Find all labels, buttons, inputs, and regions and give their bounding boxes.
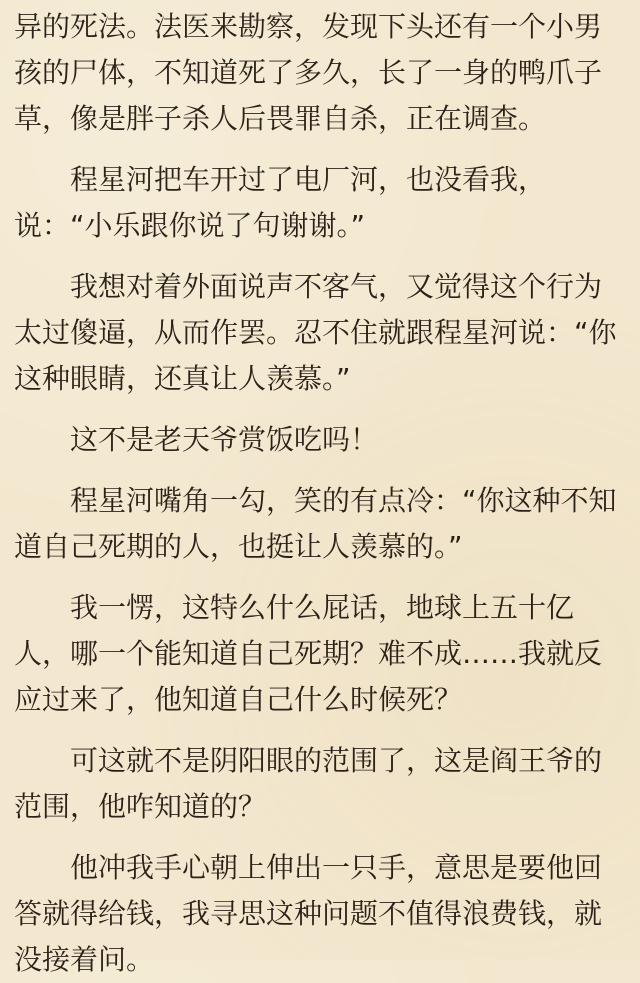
paragraph-gap (14, 830, 626, 845)
paragraph-gap (14, 249, 626, 264)
paragraph-8: 他冲我手心朝上伸出一只手，意思是要他回答就得给钱，我寻思这种问题不值得浪费钱，就没接着问。 (14, 851, 603, 976)
paragraph-gap (14, 142, 626, 157)
paragraph-2: 程星河把车开过了电厂河，也没看我，说：“小乐跟你说了句谢谢。” (14, 163, 547, 242)
paragraph-gap (14, 570, 626, 585)
paragraph-3: 我想对着外面说声不客气，又觉得这个行为太过傻逼，从而作罢。忍不住就跟程星河说：“你这种眼睛，还真让人羡慕。” (14, 270, 617, 395)
paragraph-gap (14, 723, 626, 738)
paragraph-1: 异的死法。法医来勘察，发现下头还有一个小男孩的尸体，不知道死了多久，长了一身的鸭爪子草，像是胖子杀人后畏罪自杀，正在调查。 (14, 10, 603, 135)
paragraph-4: 这不是老天爷赏饭吃吗！ (70, 423, 379, 456)
paragraph-5: 程星河嘴角一勾，笑的有点冷：“你这种不知道自己死期的人，也挺让人羡慕的。” (14, 484, 617, 563)
paragraph-gap (14, 402, 626, 417)
paragraph-6: 我一愣，这特么什么屁话，地球上五十亿人，哪一个能知道自己死期？难不成……我就反应过来了，他知道自己什么时候死？ (14, 591, 603, 716)
paragraph-7: 可这就不是阴阳眼的范围了，这是阎王爷的范围，他咋知道的？ (14, 744, 603, 823)
paragraph-gap (14, 463, 626, 478)
reader-page (0, 4, 640, 976)
